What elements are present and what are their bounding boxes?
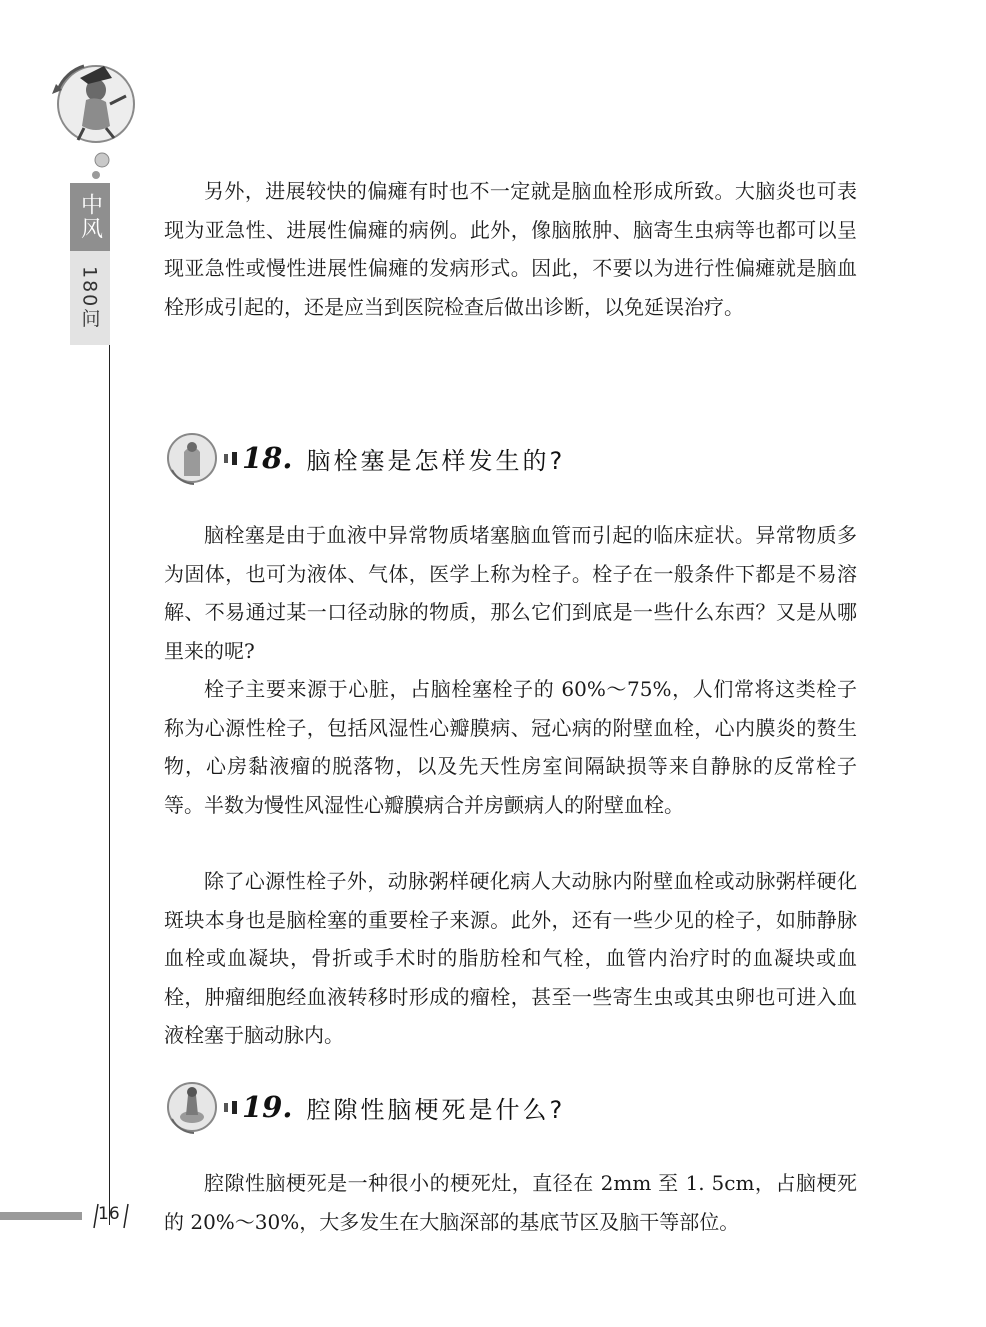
side-tab-bottom (70, 251, 110, 345)
section-badge-icon (164, 1079, 220, 1135)
folio-bar (0, 1212, 82, 1220)
section-number: 19. (242, 1090, 293, 1124)
section-title: 脑栓塞是怎样发生的? (306, 446, 566, 475)
section-number: 18. (242, 441, 293, 475)
margin-rule (109, 345, 110, 1225)
section-18-paragraph-2: 栓子主要来源于心脏，占脑栓塞栓子的 60%～75%，人们常将这类栓子称为心源性栓子，包括风湿性心瓣膜病、冠心病的附壁血栓，心内膜炎的赘生物，心房黏液瘤的脱落物，以及先天性房室间隔缺损等来自静脉的反常栓子等。半数为慢性风湿性心瓣膜病合并房颤病人的附壁血栓。 (164, 677, 857, 817)
section-heading-19 (164, 1079, 565, 1135)
section-18-paragraph-1: 脑栓塞是由于血液中异常物质堵塞脑血管而引起的临床症状。异常物质多为固体，也可为液体、气体，医学上称为栓子。栓子在一般条件下都是不易溶解、不易通过某一口径动脉的物质，那么它们到底是一些什么东西？又是从哪里来的呢? (164, 523, 857, 663)
page-number: 16 (98, 1204, 120, 1224)
side-tab-subtitle: 180问 (78, 266, 101, 330)
heading-dots-icon (222, 448, 240, 468)
chapter-side-tab (70, 183, 110, 345)
heading-dots-icon (222, 1097, 240, 1117)
section-19-paragraph-1: 腔隙性脑梗死是一种很小的梗死灶，直径在 2mm 至 1. 5cm，占脑梗死的 20%～30%，大多发生在大脑深部的基底节区及脑干等部位。 (164, 1171, 857, 1234)
section-badge-icon (164, 430, 220, 486)
section-18-paragraph-3: 除了心源性栓子外，动脉粥样硬化病人大动脉内附壁血栓或动脉粥样硬化斑块本身也是脑栓塞的重要栓子来源。此外，还有一些少见的栓子，如肺静脉血栓或血凝块，骨折或手术时的脂肪栓和气栓，血管内治疗时的血凝块或血栓，肿瘤细胞经血液转移时形成的瘤栓，甚至一些寄生虫或其虫卵也可进入血液栓塞于脑动脉内。 (164, 869, 857, 1047)
side-tab-top (70, 183, 110, 251)
mascot-logo-icon (44, 60, 136, 182)
section-heading-18 (164, 430, 565, 486)
side-tab-title: 中风 (77, 193, 103, 241)
intro-paragraph: 另外，进展较快的偏瘫有时也不一定就是脑血栓形成所致。大脑炎也可表现为亚急性、进展性偏瘫的病例。此外，像脑脓肿、脑寄生虫病等也都可以呈现亚急性或慢性进展性偏瘫的发病形式。因此，不要以为进行性偏瘫就是脑血栓形成引起的，还是应当到医院检查后做出诊断，以免延误治疗。 (164, 179, 857, 319)
page-folio (84, 1200, 134, 1230)
section-title: 腔隙性脑梗死是什么? (306, 1095, 566, 1124)
